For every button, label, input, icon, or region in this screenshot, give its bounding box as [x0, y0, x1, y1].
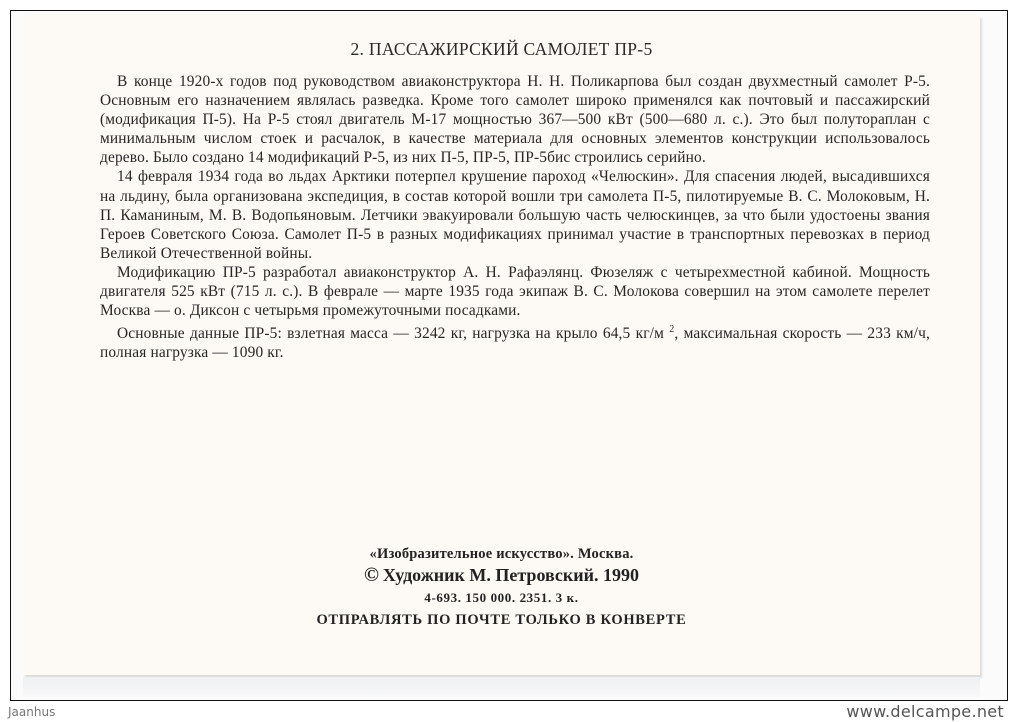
postcard-body [100, 72, 930, 363]
postcard-back [23, 15, 980, 675]
watermark-seller: Jaanhus [8, 705, 56, 719]
scan-frame [10, 10, 1008, 701]
specs-text-end: , максимальная скорость — 233 км/ч, полная нагрузка — 1090 кг. [100, 325, 930, 362]
artist-credit: Художник М. Петровский. 1990 [382, 565, 640, 585]
print-code-line: 4-693. 150 000. 2351. 3 к. [424, 590, 579, 605]
watermark-site: www.delcampe.net [846, 702, 1004, 721]
specs-text-start: Основные данные ПР-5: взлетная масса — 3242 кг, нагрузка на крыло 64,5 кг/м [117, 325, 670, 343]
copyright-icon: © [363, 564, 379, 586]
publisher-line: «Изобразительное искусство». Москва. [369, 546, 634, 562]
specs-superscript: 2 [669, 324, 675, 336]
paragraph-pr5-modification: Модификацию ПР-5 разработал авиаконструктор А. Н. Рафаэлянц. Фюзеляж с четырехместной кабиной. Мощность двигателя 525 кВт (715 л. с.). В феврале — марте 1935 года экипаж В. С. Молокова совершил на этом самолете перелет Москва — о. Диксон с четырьмя промежуточными посадками. [100, 263, 930, 320]
paragraph-history: В конце 1920-х годов под руководством авиаконструктора Н. Н. Поликарпова был создан двухместный самолет Р-5. Основным его назначением являлась разведка. Кроме того самолет широко применялся как почтовый и пассажирский (модификация П-5). На Р-5 стоял двигатель М-17 мощностью 367—500 кВт (500—680 л. с.). Это был полутораплан с минимальным числом стоек и расчалок, в качестве материала для основных элементов конструкции использовалось дерево. Было создано 14 модификаций Р-5, из них П-5, ПР-5, ПР-5бис строились серийно. [100, 73, 930, 167]
postcard-title: 2. ПАССАЖИРСКИЙ САМОЛЕТ ПР-5 [350, 39, 653, 59]
paragraph-specs [100, 320, 930, 362]
scan-edge-strip [23, 677, 980, 697]
mailing-notice: ОТПРАВЛЯТЬ ПО ПОЧТЕ ТОЛЬКО В КОНВЕРТЕ [316, 612, 687, 628]
paragraph-chelyuskin: 14 февраля 1934 года во льдах Арктики потерпел крушение пароход «Челюскин». Для спасения людей, высадившихся на льдину, была организована экспедиция, в состав которой вошли три самолета П-5, пилотируемые В. С. Молоковым, Н. П. Каманиным, М. В. Водопьяновым. Летчики эвакуировали большую часть челюскинцев, за что были удостоены звания Героев Советского Союза. Самолет П-5 в разных модификациях принимал участие в транспортных перевозках в период Великой Отечественной войны. [100, 168, 930, 262]
artist-line [23, 564, 980, 587]
